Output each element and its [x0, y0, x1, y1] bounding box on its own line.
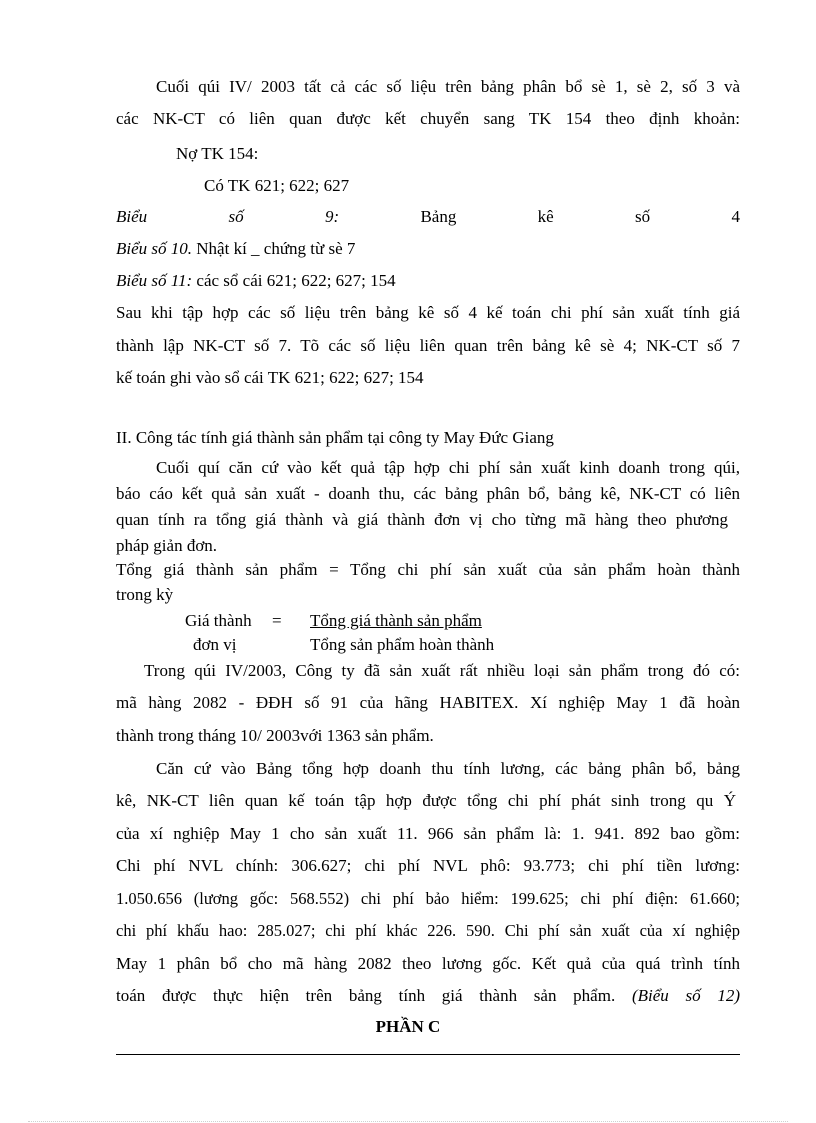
paragraph-line: kế toán ghi vào sổ cái TK 621; 622; 627; 154 — [116, 368, 424, 387]
bieu-word: Bảng — [420, 207, 457, 226]
paragraph-text: toán được thực hiện trên bảng tính giá thành sản phẩm. — [116, 986, 632, 1005]
section-title: II. Công tác tính giá thành sản phẩm tại công ty May Đức Giang — [116, 428, 554, 447]
paragraph-line: Chi phí NVL chính: 306.627; chi phí NVL phô: 93.773; chi phí tiền lương: — [116, 856, 740, 875]
paragraph-line: May 1 phân bổ cho mã hàng 2082 theo lương gốc. Kết quả của quá trình tính — [116, 954, 740, 973]
paragraph-line: Căn cứ vào Bảng tổng hợp doanh thu tính lương, các bảng phân bổ, bảng — [156, 759, 740, 778]
formula-left-bottom: đơn vị — [193, 635, 237, 654]
bieu-11-text: các sổ cái 621; 622; 627; 154 — [192, 271, 396, 290]
paragraph-line: mã hàng 2082 - ĐĐH số 91 của hãng HABITEX. Xí nghiệp May 1 đã hoàn — [116, 693, 740, 712]
bieu-12-reference: (Biểu số 12) — [631, 986, 740, 1005]
formula-left-top: Giá thành — [185, 611, 252, 630]
bieu-word: số — [635, 207, 651, 226]
bieu-11-label: Biểu số 11: — [116, 271, 193, 290]
bieu-word: 9: — [324, 207, 340, 226]
bieu-9-line — [116, 206, 740, 228]
paragraph-line: của xí nghiệp May 1 cho sản xuất 11. 966 sản phẩm là: 1. 941. 892 bao gồm: — [116, 824, 740, 843]
bieu-10-text: Nhật kí _ chứng từ sè 7 — [192, 239, 356, 258]
bieu-word: 4 — [731, 207, 740, 226]
paragraph-line: Cuối quí căn cứ vào kết quả tập hợp chi phí sản xuất kinh doanh trong qúi, — [156, 458, 740, 477]
paragraph-line: Cuối qúi IV/ 2003 tất cả các số liệu trên bảng phân bổ sè 1, sè 2, số 3 và — [156, 77, 740, 96]
formula-equals: = — [272, 611, 282, 630]
page-bottom-dotted-line — [28, 1121, 788, 1122]
paragraph-line: kê, NK-CT liên quan kế toán tập hợp được tổng chi phí phát sinh trong qu Ý — [116, 791, 736, 810]
formula-denominator: Tổng sản phẩm hoàn thành — [310, 635, 495, 654]
debit-entry: Nợ TK 154: — [176, 144, 259, 163]
paragraph-line: quan tính ra tổng giá thành và giá thành đơn vị cho từng mã hàng theo phương — [116, 510, 728, 529]
formula-numerator: Tổng giá thành sản phẩm — [310, 611, 482, 630]
paragraph-line: pháp giản đơn. — [116, 536, 218, 555]
credit-entry: Có TK 621; 622; 627 — [204, 176, 350, 195]
paragraph-line: Sau khi tập hợp các số liệu trên bảng kê số 4 kế toán chi phí sản xuất tính giá — [116, 303, 740, 322]
paragraph-line: các NK-CT có liên quan được kết chuyển sang TK 154 theo định khoản: — [116, 109, 740, 128]
paragraph-line: chi phí khấu hao: 285.027; chi phí khác 226. 590. Chi phí sản xuất của xí nghiệp — [116, 921, 740, 940]
paragraph-line: báo cáo kết quả sản xuất - doanh thu, các bảng phân bổ, bảng kê, NK-CT có liên — [116, 484, 740, 503]
part-heading: PHẦN C — [375, 1017, 441, 1036]
bieu-word: số — [228, 207, 244, 226]
bieu-10-label: Biểu số 10. — [116, 239, 193, 258]
bieu-11-line — [116, 270, 740, 292]
bieu-10-line — [116, 238, 740, 260]
paragraph-line: 1.050.656 (lương gốc: 568.552) chi phí bảo hiểm: 199.625; chi phí điện: 61.660; — [116, 889, 740, 908]
bieu-word: kê — [537, 207, 554, 226]
paragraph-line: Trong qúi IV/2003, Công ty đã sản xuất rất nhiều loại sản phẩm trong đó có: — [144, 661, 740, 680]
formula-line: trong kỳ — [116, 585, 174, 604]
footer-rule — [116, 1054, 740, 1055]
paragraph-line-last — [116, 985, 740, 1007]
paragraph-line: thành lập NK-CT số 7. Tõ các số liệu liên quan trên bảng kê sè 4; NK-CT số 7 — [116, 336, 740, 355]
paragraph-line: thành trong tháng 10/ 2003với 1363 sản phẩm. — [116, 726, 434, 745]
formula-line: Tổng giá thành sản phẩm = Tổng chi phí sản xuất của sản phẩm hoàn thành — [116, 560, 740, 579]
bieu-word: Biểu — [116, 207, 148, 226]
